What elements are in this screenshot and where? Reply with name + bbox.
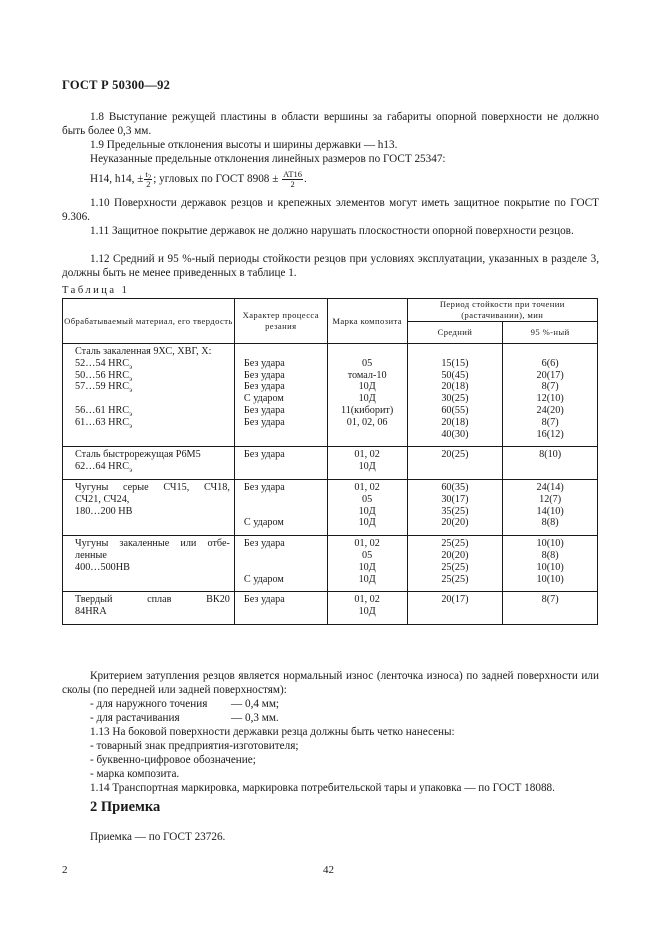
cell-text: 01, 02 — [354, 481, 380, 493]
cell-text: 60(55) — [441, 404, 469, 416]
cell-line — [75, 449, 230, 461]
cell-line — [332, 393, 403, 405]
paragraph-1-9: 1.9 Предельные отклонения высоты и ширины державки — h13. — [90, 139, 398, 151]
cell-avg — [407, 479, 503, 535]
cell-line — [75, 461, 230, 473]
formula-fraction-t2 — [144, 170, 152, 189]
cell-text: 20(20) — [441, 517, 469, 529]
cell-line — [412, 405, 499, 417]
cell-line — [412, 538, 499, 550]
paragraph-1-11: 1.11 Защитное покрытие державок не должно нарушать плоскостности опорной поверхности резцов. — [90, 225, 574, 237]
boring-value: — 0,3 мм. — [231, 712, 279, 724]
cell-line — [75, 358, 230, 370]
cell-avg — [407, 447, 503, 480]
header-average: Средний — [407, 322, 503, 344]
cell-line — [412, 429, 499, 441]
cell-text: 10Д — [358, 561, 376, 573]
cell-line — [507, 506, 593, 518]
hardness-subscript: э — [129, 374, 133, 383]
hardness-subscript: э — [129, 362, 133, 371]
cell-text: 12(10) — [536, 393, 564, 405]
cell-material — [63, 344, 235, 447]
cell-line — [75, 405, 230, 417]
cell-text: 56…61 HRC — [75, 404, 130, 416]
cell-text: Чугуны закаленные или отбе- — [75, 538, 230, 550]
outer-turning-value: — 0,4 мм; — [231, 698, 280, 710]
cell-text: Сталь закаленная 9ХС, ХВГ, Х: — [75, 346, 212, 357]
cell-line — [75, 494, 230, 506]
cell-text: Чугуны серые СЧ15, СЧ18, — [75, 481, 230, 493]
cell-text: 61…63 HRC — [75, 416, 130, 428]
cell-text: 10Д — [358, 381, 376, 393]
cell-text: СЧ21, СЧ24, — [75, 493, 130, 505]
cell-p95 — [503, 479, 598, 535]
cell-avg — [407, 536, 503, 592]
cell-grade — [327, 344, 407, 447]
marking-item-grade: - марка композита. — [90, 768, 180, 780]
wear-outer-turning — [90, 697, 490, 711]
cell-line — [244, 562, 323, 574]
cell-line — [507, 417, 593, 429]
cell-text: 11(киборит) — [340, 404, 394, 416]
hardness-subscript: э — [129, 410, 133, 419]
cell-text: 25(25) — [441, 573, 469, 585]
fraction-at16-denominator: 2 — [290, 179, 295, 189]
cell-text: 10Д — [358, 393, 376, 405]
cell-text: 8(8) — [541, 549, 559, 561]
cell-line — [244, 506, 323, 518]
cell-line — [244, 494, 323, 506]
cell-line — [332, 574, 403, 586]
cell-text: 8(7) — [541, 381, 559, 393]
hardness-subscript: э — [129, 466, 133, 475]
boring-label: - для растачивания — [90, 712, 180, 724]
cell-character — [234, 536, 327, 592]
header-grade: Марка композита — [327, 299, 407, 344]
cell-line — [75, 550, 230, 562]
hardness-subscript: э — [129, 386, 133, 395]
cell-p95 — [503, 536, 598, 592]
cell-material — [63, 447, 235, 480]
cell-text: 01, 02, 06 — [346, 416, 388, 428]
cell-character — [234, 447, 327, 480]
cell-line — [332, 562, 403, 574]
cell-text: 40(30) — [441, 428, 469, 440]
cell-line — [332, 506, 403, 518]
cell-text: 01, 02 — [354, 449, 380, 461]
cell-text: 24(20) — [536, 404, 564, 416]
cell-line — [75, 562, 230, 574]
cell-line — [244, 393, 323, 405]
cell-text: Без удара — [243, 381, 285, 393]
cell-text: 50…56 HRC — [75, 369, 130, 381]
cell-text: Без удара — [243, 416, 285, 428]
formula-prefix: H14, h14, ± — [90, 173, 144, 186]
cell-line — [332, 370, 403, 382]
cell-line — [412, 562, 499, 574]
cell-line — [507, 405, 593, 417]
cell-line — [244, 405, 323, 417]
cell-line — [332, 594, 403, 606]
cell-character — [234, 592, 327, 625]
cell-line — [332, 550, 403, 562]
cell-line — [75, 417, 230, 429]
table-row — [63, 592, 598, 625]
cell-text: 15(15) — [441, 357, 469, 369]
cell-line — [412, 506, 499, 518]
cell-line — [332, 449, 403, 461]
cell-text: 10Д — [358, 461, 376, 473]
cell-line — [507, 370, 593, 382]
cell-line — [412, 381, 499, 393]
cell-text: 10(10) — [536, 561, 564, 573]
cell-text: 25(25) — [441, 538, 469, 550]
cell-text: Без удара — [243, 538, 285, 550]
cell-line — [244, 417, 323, 429]
cell-text: 84HRA — [75, 606, 107, 618]
cell-grade — [327, 536, 407, 592]
cell-line — [75, 393, 230, 405]
cell-text: С ударом — [243, 393, 284, 405]
cell-text: Сталь быстрорежущая Р6М5 — [75, 449, 201, 461]
cell-line — [244, 370, 323, 382]
cell-text: 20(25) — [441, 449, 469, 461]
fraction-t-denominator: 2 — [146, 179, 151, 189]
cell-line — [75, 506, 230, 518]
fraction-t-subscript: 2 — [147, 173, 152, 182]
cell-material — [63, 592, 235, 625]
cell-line — [244, 449, 323, 461]
cell-text: 20(17) — [536, 369, 564, 381]
cell-line — [507, 562, 593, 574]
cell-text: 35(25) — [441, 505, 469, 517]
cell-text: 20(20) — [441, 549, 469, 561]
cell-line — [244, 550, 323, 562]
cell-text: 52…54 HRC — [75, 357, 130, 369]
paragraph-1-9-tolerances: Неуказанные предельные отклонения линейных размеров по ГОСТ 25347: — [90, 153, 446, 165]
outer-turning-label: - для наружного точения — [90, 698, 208, 710]
cell-text: 05 — [362, 357, 373, 369]
cell-character — [234, 344, 327, 447]
cell-line — [412, 550, 499, 562]
cell-text: 25(25) — [441, 561, 469, 573]
cell-text: 8(7) — [541, 416, 559, 428]
cell-line — [412, 417, 499, 429]
cell-text: томал-10 — [347, 369, 387, 381]
cell-line — [75, 381, 230, 393]
wear-criterion: Критерием затупления резцов является нормальный износ (ленточка износа) по задней поверхности или сколы (по передней или задней поверхностям): — [62, 670, 599, 696]
cell-line — [507, 449, 593, 461]
cell-line — [412, 494, 499, 506]
table-row — [63, 536, 598, 592]
cell-line — [75, 346, 230, 358]
cell-text: 57…59 HRC — [75, 381, 130, 393]
header-period: Период стойкости при точении (растачивании), мин — [407, 299, 597, 322]
marking-item-trademark: - товарный знак предприятия-изготовителя; — [90, 740, 299, 752]
cell-text: 01, 02 — [354, 538, 380, 550]
cell-line — [412, 358, 499, 370]
cell-line — [412, 574, 499, 586]
cell-text: 8(10) — [539, 449, 562, 461]
cell-line — [412, 482, 499, 494]
cell-line — [332, 494, 403, 506]
cell-text: 62…64 HRC — [75, 461, 130, 473]
paragraph-1-10: 1.10 Поверхности державок резцов и крепежных элементов могут иметь защитное покрытие по ГОСТ 9.306. — [62, 197, 599, 223]
cell-line — [412, 594, 499, 606]
cell-line — [412, 517, 499, 529]
cell-text: Без удара — [243, 449, 285, 461]
cell-line — [244, 538, 323, 550]
cell-line — [332, 606, 403, 618]
cell-line — [244, 594, 323, 606]
cell-character — [234, 479, 327, 535]
cell-text: 20(18) — [441, 416, 469, 428]
cell-line — [507, 381, 593, 393]
wear-boring — [90, 711, 490, 725]
tolerance-formula — [90, 170, 307, 189]
cell-text: 24(14) — [536, 481, 564, 493]
cell-line — [507, 538, 593, 550]
cell-p95 — [503, 592, 598, 625]
cell-text: 20(18) — [441, 381, 469, 393]
cell-text: 180…200 НВ — [75, 505, 133, 517]
formula-suffix: . — [304, 173, 307, 186]
cell-line — [507, 482, 593, 494]
cell-material — [63, 479, 235, 535]
paragraph-1-14: 1.14 Транспортная маркировка, маркировка потребительской тары и упаковка — по ГОСТ 18088. — [90, 782, 555, 794]
cell-text: 05 — [362, 493, 373, 505]
cell-text: 10Д — [358, 573, 376, 585]
cell-text: 20(17) — [441, 594, 469, 606]
page-number-left: 2 — [62, 864, 68, 876]
fraction-t-numerator: t — [145, 169, 148, 179]
cell-material — [63, 536, 235, 592]
cell-grade — [327, 479, 407, 535]
section-2-text: Приемка — по ГОСТ 23726. — [90, 831, 226, 843]
cell-line — [412, 449, 499, 461]
cell-line — [507, 517, 593, 529]
page-number-center: 42 — [323, 864, 334, 876]
cell-text: 16(12) — [536, 428, 564, 440]
cell-text: 10Д — [358, 517, 376, 529]
cell-line — [507, 494, 593, 506]
paragraph-1-13: 1.13 На боковой поверхности державки резца должны быть четко нанесены: — [90, 726, 455, 738]
cell-line — [75, 538, 230, 550]
header-95: 95 %-ный — [503, 322, 598, 344]
table-row — [63, 479, 598, 535]
cell-line — [332, 346, 403, 358]
cell-text: Без удара — [243, 357, 285, 369]
cell-line — [507, 429, 593, 441]
table-body — [63, 344, 598, 625]
cell-grade — [327, 447, 407, 480]
header-character: Характер процесса резания — [234, 299, 327, 344]
cell-p95 — [503, 447, 598, 480]
cell-line — [507, 346, 593, 358]
cell-line — [412, 346, 499, 358]
table-row — [63, 447, 598, 480]
cell-text: ленные — [75, 549, 107, 561]
cell-text: С ударом — [243, 517, 284, 529]
cell-line — [332, 461, 403, 473]
cell-text: 50(45) — [441, 369, 469, 381]
cell-line — [75, 370, 230, 382]
cell-line — [332, 405, 403, 417]
cell-line — [244, 381, 323, 393]
cell-avg — [407, 592, 503, 625]
paragraph-1-8: 1.8 Выступание режущей пластины в области вершины за габариты опорной поверхности не должно быть более 0,3 мм. — [62, 111, 599, 137]
formula-middle: ; угловых по ГОСТ 8908 ± — [153, 173, 279, 186]
cell-text: 10(10) — [536, 538, 564, 550]
cell-text: Без удара — [243, 481, 285, 493]
cell-line — [332, 482, 403, 494]
cell-text: Без удара — [243, 369, 285, 381]
cell-text: Твердый сплав ВК20 — [75, 594, 230, 606]
cell-line — [244, 482, 323, 494]
header-material: Обрабатываемый материал, его твердость — [63, 299, 235, 344]
cell-line — [507, 574, 593, 586]
cell-text: 14(10) — [536, 505, 564, 517]
cell-text: 05 — [362, 549, 373, 561]
cell-text: 10Д — [358, 505, 376, 517]
cell-text: 8(8) — [541, 517, 559, 529]
cell-line — [507, 358, 593, 370]
cell-text: 10Д — [358, 606, 376, 618]
cell-line — [244, 346, 323, 358]
paragraph-1-12: 1.12 Средний и 95 %-ный периоды стойкости резцов при условиях эксплуатации, указанных в разделе 3, должны быть не менее приведенных в таблице 1. — [62, 253, 599, 279]
cell-text: 10(10) — [536, 573, 564, 585]
cell-avg — [407, 344, 503, 447]
cell-line — [244, 358, 323, 370]
tool-life-table — [62, 298, 598, 625]
cell-text: 60(35) — [441, 481, 469, 493]
cell-line — [507, 393, 593, 405]
document-header: ГОСТ Р 50300—92 — [62, 78, 171, 92]
cell-line — [244, 574, 323, 586]
cell-line — [332, 417, 403, 429]
cell-text: Без удара — [243, 594, 285, 606]
cell-text: 30(17) — [441, 493, 469, 505]
hardness-subscript: э — [129, 421, 133, 430]
cell-line — [75, 606, 230, 618]
cell-grade — [327, 592, 407, 625]
cell-text: Без удара — [243, 404, 285, 416]
cell-text: 30(25) — [441, 393, 469, 405]
cell-line — [332, 358, 403, 370]
cell-line — [507, 594, 593, 606]
cell-line — [75, 594, 230, 606]
section-2-heading: 2 Приемка — [90, 799, 161, 815]
cell-line — [332, 381, 403, 393]
cell-p95 — [503, 344, 598, 447]
cell-text: С ударом — [243, 573, 284, 585]
cell-text: 8(7) — [541, 594, 559, 606]
cell-line — [412, 393, 499, 405]
cell-text: 01, 02 — [354, 594, 380, 606]
table-row — [63, 344, 598, 447]
cell-line — [507, 550, 593, 562]
cell-text: 400…500НВ — [75, 561, 130, 573]
table-caption: Таблица 1 — [62, 285, 130, 296]
cell-line — [244, 517, 323, 529]
cell-line — [332, 538, 403, 550]
cell-text: 6(6) — [541, 357, 559, 369]
formula-fraction-at16 — [282, 170, 303, 189]
cell-line — [332, 517, 403, 529]
cell-line — [75, 482, 230, 494]
marking-item-designation: - буквенно-цифровое обозначение; — [90, 754, 256, 766]
cell-text: 12(7) — [539, 493, 562, 505]
fraction-at16-numerator: AT16 — [283, 169, 303, 179]
cell-line — [412, 370, 499, 382]
